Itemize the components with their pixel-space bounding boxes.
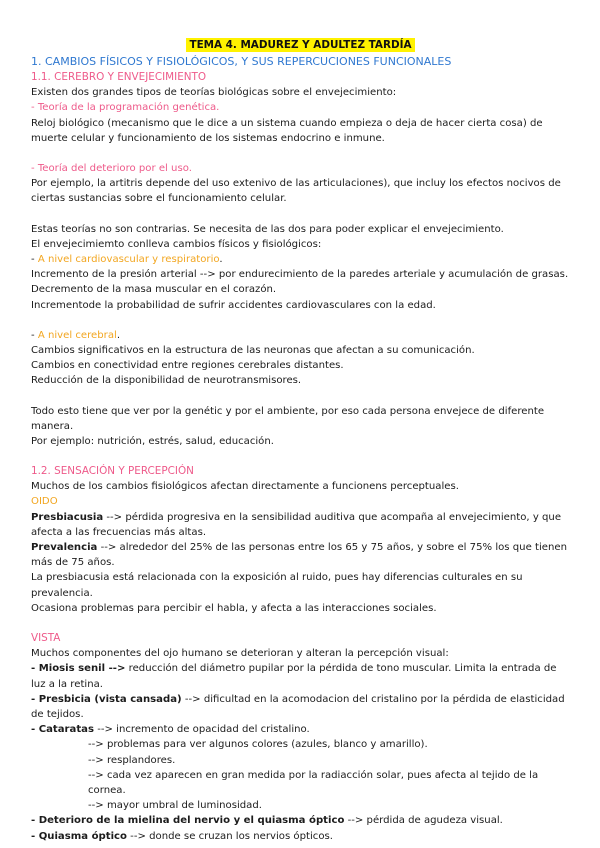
cataratas-entry: [31, 722, 570, 737]
brain-item: Cambios en conectividad entre regiones cerebrales distantes.: [31, 360, 344, 372]
brain-item: Cambios significativos en la estructura de las neuronas que afectan a su comunicación.: [31, 345, 475, 357]
cataratas-sub-item: --> cada vez aparecen en gran medida por la radiacción solar, pues afecta al tejido de la cornea.: [88, 769, 539, 796]
mielina-text: --> pérdida de agudeza visual.: [344, 815, 503, 827]
presbicia-text: --> dificultad en la acomodacion del cristalino por la pérdida de elasticidad de tejidos.: [31, 693, 565, 720]
presbiacusia-entry: [31, 510, 570, 540]
cardio-title: A nivel cardiovascular y respiratorio: [37, 254, 220, 266]
cardio-dash: -: [31, 254, 38, 266]
presbicia-entry: [31, 692, 570, 722]
miosis-term: - Miosis senil -->: [31, 663, 126, 675]
cataratas-sub-item: --> mayor umbral de luminosidad.: [88, 800, 262, 812]
cataratas-term: - Cataratas: [31, 724, 94, 736]
brain-title-line: [31, 328, 570, 343]
quiasma-entry: [31, 829, 570, 844]
not-contrary-text: Estas teorías no son contrarias. Se necesita de las dos para poder explicar el envejecimiento.: [31, 223, 504, 235]
aging-changes-text: El envejecimiemto conlleva cambios físicos y fisiológicos:: [31, 238, 322, 250]
presbiacusia-problems: Ocasiona problemas para percibir el habla, y afecta a las interacciones sociales.: [31, 602, 437, 614]
theory-1-title: - Teoría de la programación genética.: [31, 102, 220, 114]
presbiacusia-related: La presbiacusia está relacionada con la exposición al ruido, pues hay diferencias culturales en su prevalencia.: [31, 572, 523, 599]
cardio-title-line: [31, 252, 570, 267]
cardio-item: Decremento de la masa muscular en el corazón.: [31, 284, 277, 296]
brain-dot: .: [116, 329, 121, 341]
cardio-item: Incrementode la probabilidad de sufrir accidentes cardiovasculares con la edad.: [31, 299, 436, 311]
mielina-term: - Deterioro de la mielina del nervio y el quiasma óptico: [31, 815, 345, 827]
presbiacusia-text: --> pérdida progresiva en la sensibilidad auditiva que acompaña al envejecimiento, y que afecta a las frecuencias más altas.: [31, 511, 562, 538]
oido-heading: OIDO: [31, 496, 58, 508]
section-1-heading: 1. CAMBIOS FÍSICOS Y FISIOLÓGICOS, Y SUS REPERCUCIONES FUNCIONALES: [31, 55, 452, 69]
spacer: [31, 313, 570, 328]
spacer: [31, 146, 570, 161]
cataratas-text: --> incremento de opacidad del cristalino.: [94, 724, 310, 736]
spacer: [31, 449, 570, 464]
prevalencia-term: Prevalencia: [31, 542, 98, 554]
presbiacusia-term: Presbiacusia: [31, 511, 104, 523]
title-wrap: [31, 38, 570, 53]
prevalencia-text: --> alrededor del 25% de las personas entre los 65 y 75 años, y sobre el 75% los que tienen más de 75 años.: [31, 542, 567, 569]
cardio-dot: .: [219, 254, 223, 266]
section-1-2-heading: 1.2. SENSACIÓN Y PERCEPCIÓN: [31, 465, 194, 478]
brain-title: A nivel cerebral: [37, 329, 117, 341]
spacer: [31, 389, 570, 404]
section-1-1-intro: Existen dos grandes tipos de teorías biológicas sobre el envejecimiento:: [31, 87, 397, 99]
theory-2-title: - Teoría del deterioro por el uso.: [31, 163, 192, 175]
document-title: TEMA 4. MADUREZ Y ADULTEZ TARDÍA: [186, 38, 414, 52]
spacer: [31, 207, 570, 222]
section-1-2-intro: Muchos de los cambios fisiológicos afectan directamente a funcionens perceptuales.: [31, 481, 459, 493]
spacer: [31, 616, 570, 631]
miosis-text: reducción del diámetro pupilar por la pérdida de tono muscular. Limita la entrada de luz a la retina.: [31, 663, 557, 690]
brain-dash: -: [31, 329, 38, 341]
theory-1-text: Reloj biológico (mecanismo que le dice a un sistema cuando empieza o deja de hacer cierta cosa) de muerte celular y funcionamiento de los sistemas endocrino e inmune.: [31, 117, 543, 144]
mielina-entry: [31, 813, 570, 828]
quiasma-term: - Quiasma óptico: [31, 830, 127, 842]
miosis-entry: [31, 661, 570, 691]
genetic-text: Todo esto tiene que ver por la genétic y por el ambiente, por eso cada persona envejece de diferente manera.: [31, 405, 545, 432]
prevalencia-entry: [31, 540, 570, 570]
cardio-item: Incremento de la presión arterial --> por endurecimiento de la paredes arteriale y acumulación de grasas.: [31, 269, 569, 281]
cataratas-sub-item: --> resplandores.: [88, 754, 176, 766]
vista-intro: Muchos componentes del ojo humano se deterioran y alteran la percepción visual:: [31, 648, 449, 660]
theory-2-text: Por ejemplo, la artitris depende del uso extenivo de las articulaciones), que incluy los efectos nocivos de ciertas sustancias sobre el funcionamiento celular.: [31, 178, 561, 205]
example-text: Por ejemplo: nutrición, estrés, salud, educación.: [31, 436, 274, 448]
section-1-1-heading: 1.1. CEREBRO Y ENVEJECIMIENTO: [31, 71, 207, 84]
presbicia-term: - Presbicia (vista cansada): [31, 693, 182, 705]
quiasma-text: --> donde se cruzan los nervios ópticos.: [126, 830, 333, 842]
brain-item: Reducción de la disponibilidad de neurotransmisores.: [31, 375, 302, 387]
vista-heading: VISTA: [31, 632, 61, 645]
cataratas-sub-item: --> problemas para ver algunos colores (azules, blanco y amarillo).: [88, 739, 428, 751]
